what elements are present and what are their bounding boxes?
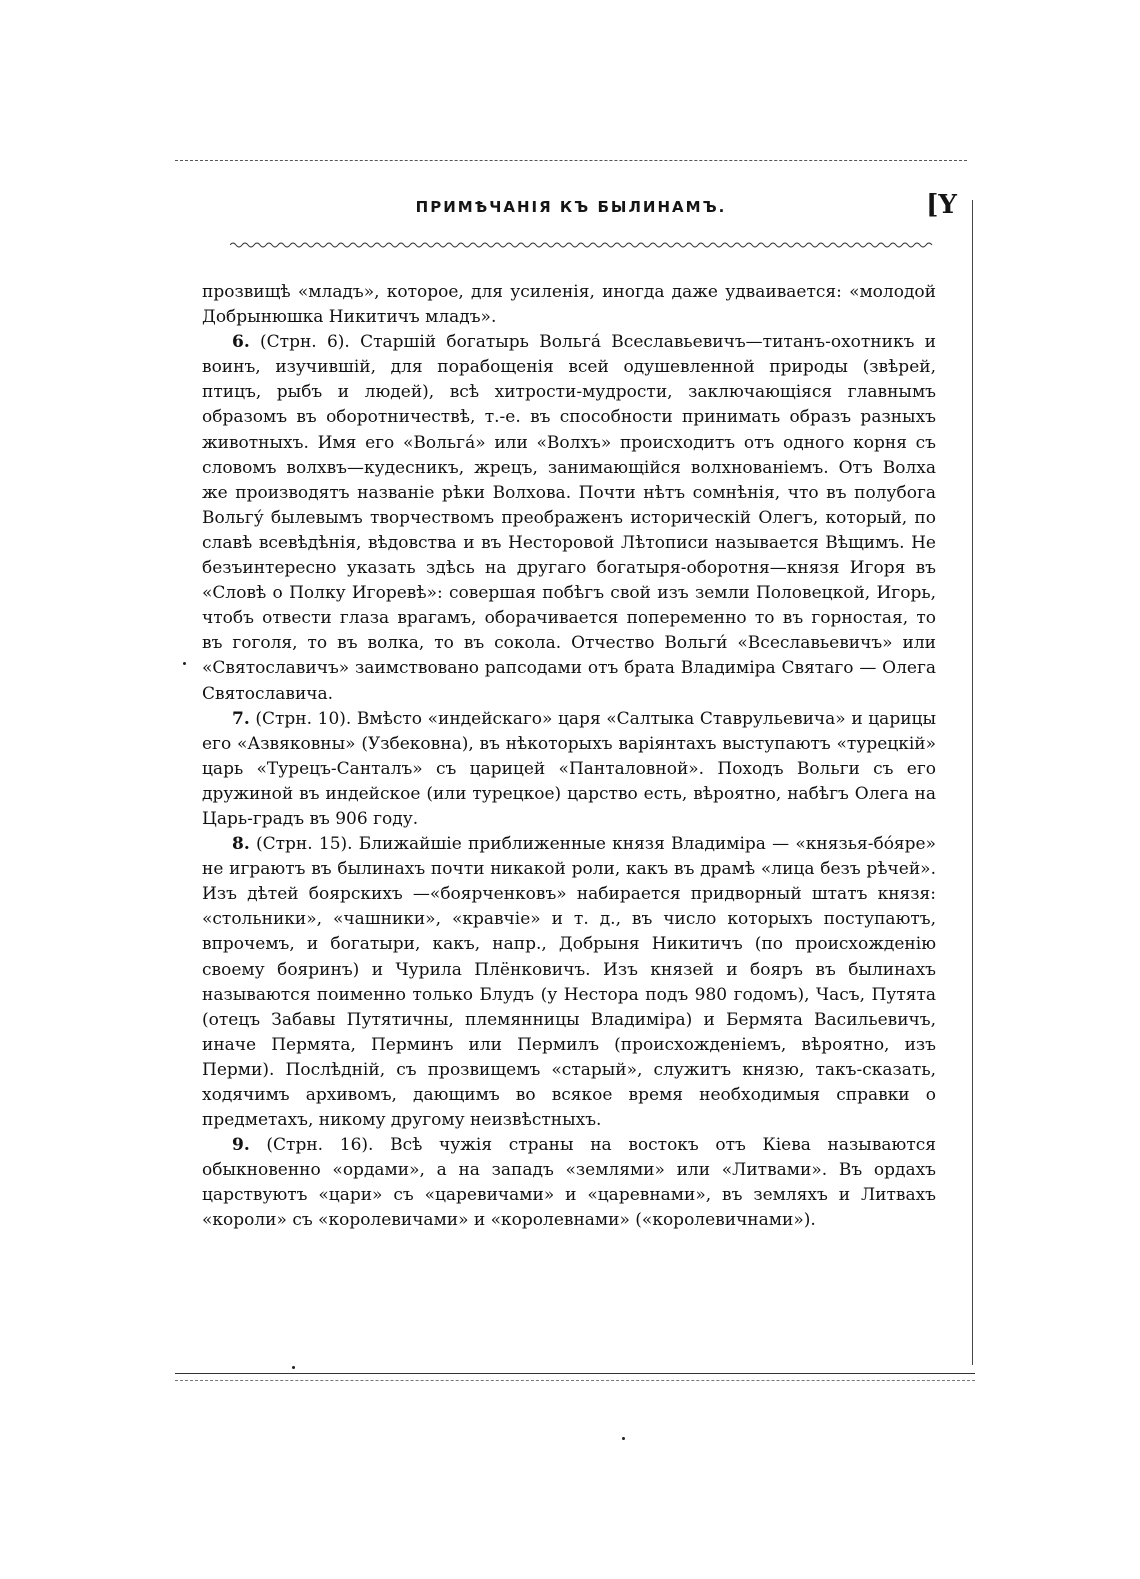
note-number: 6. — [232, 332, 250, 353]
page-number: [Y — [926, 190, 957, 220]
notes-body — [202, 280, 936, 1234]
paragraph-text: (Стрн. 10). Вмѣсто «индейскаго» царя «Салтыка Ставрульевича» и царицы его «Азвяковны» (Узбековна), въ нѣкоторыхъ варіянтахъ выступаютъ «турецкій» царь «Турецъ-Санталъ» съ царицей «Панталовной». Походъ Вольги съ его дружиной въ индейское (или турецкое) царство есть, вѣроятно, набѣгъ Олега на Царь-градъ въ 906 году. — [202, 708, 936, 829]
wavy-ornament-rule — [230, 240, 935, 250]
right-margin-rule — [972, 200, 973, 1365]
paragraph-continuation — [202, 280, 936, 330]
bottom-rule — [175, 1373, 975, 1374]
paragraph-text: (Стрн. 6). Старшій богатырь Вольга́ Всеславьевичъ—титанъ-охотникъ и воинъ, изучившій, для порабощенія всей одушевленной природы (звѣрей, птицъ, рыбъ и людей), всѣ хитрости-мудрости, заключающіяся главнымъ образомъ въ оборотничествѣ, т.-е. въ способности принимать образъ разныхъ животныхъ. Имя его «Вольга́» или «Волхъ» происходитъ отъ одного корня съ словомъ волхвъ—кудесникъ, жрецъ, занимающійся волхнованіемъ. Отъ Волха же производятъ названіе рѣки Волхова. Почти нѣтъ сомнѣнія, что въ полубога Вольгу́ былевымъ творчествомъ преображенъ историческій Олегъ, который, по славѣ всевѣдѣнія, вѣдовства и въ Несторовой Лѣтописи называется Вѣщимъ. Не безъинтересно указать здѣсь на другаго богатыря-оборотня—князя Игоря въ «Словѣ о Полку Игоревѣ»: совершая побѣгъ свой изъ земли Половецкой, Игорь, чтобъ отвести глаза врагамъ, оборачивается попеременно то въ горностая, то въ гоголя, то въ волка, то въ сокола. Отчество Вольги́ «Всеславьевичъ» или «Святославичъ» заимствовано рапсодами отъ брата Владиміра Святаго — Олега Святославича. — [202, 332, 937, 704]
paragraph-text: (Стрн. 15). Ближайшіе приближенные князя Владиміра — «князья-бо́яре» не играютъ въ былинахъ почти никакой роли, какъ въ драмѣ «лица безъ рѣчей». Изъ дѣтей боярскихъ —«боярченковъ» набирается придворный штатъ князя: «стольники», «чашники», «кравчіе» и т. д., въ число которыхъ поступаютъ, впрочемъ, и богатыри, какъ, напр., Добрыня Никитичъ (по происхожденію своему бояринъ) и Чурила Плёнковичъ. Изъ князей и бояръ въ былинахъ называются поименно только Блудъ (у Нестора подъ 980 годомъ), Часъ, Путята (отецъ Забавы Путятичны, племянницы Владиміра) и Бермята Васильевичъ, иначе Пермята, Перминъ или Пермилъ (происхожденіемъ, вѣроятно, изъ Перми). Послѣдній, съ прозвищемъ «старый», служитъ князю, такъ-сказать, ходячимъ архивомъ, дающимъ во всякое время необходимыя справки о предметахъ, никому другому неизвѣстныхъ. — [202, 834, 936, 1131]
page-header — [175, 190, 967, 230]
speck — [292, 1366, 295, 1369]
paragraph-text: прозвищѣ «младъ», которое, для усиленія, иногда даже удваивается: «молодой Добрынюшка Никитичъ младъ». — [202, 282, 936, 328]
speck — [183, 662, 186, 665]
note-9 — [202, 1133, 936, 1233]
note-6 — [202, 330, 936, 706]
speck — [622, 1437, 625, 1440]
running-title: ПРИМѢЧАНІЯ КЪ БЫЛИНАМЪ. — [415, 198, 727, 216]
note-8 — [202, 832, 936, 1133]
top-dashed-rule — [175, 160, 967, 161]
note-7 — [202, 707, 936, 832]
bottom-dashed-rule — [175, 1380, 975, 1381]
note-number: 9. — [232, 1135, 250, 1156]
note-number: 8. — [232, 834, 250, 855]
note-number: 7. — [232, 708, 250, 729]
paragraph-text: (Стрн. 16). Всѣ чужія страны на востокъ отъ Кіева называются обыкновенно «ордами», а на западъ «землями» или «Литвами». Въ ордахъ царствуютъ «цари» съ «царевичами» и «царевнами», въ земляхъ и Литвахъ «короли» съ «королевичами» и «королевнами» («королевичнами»). — [202, 1135, 936, 1231]
